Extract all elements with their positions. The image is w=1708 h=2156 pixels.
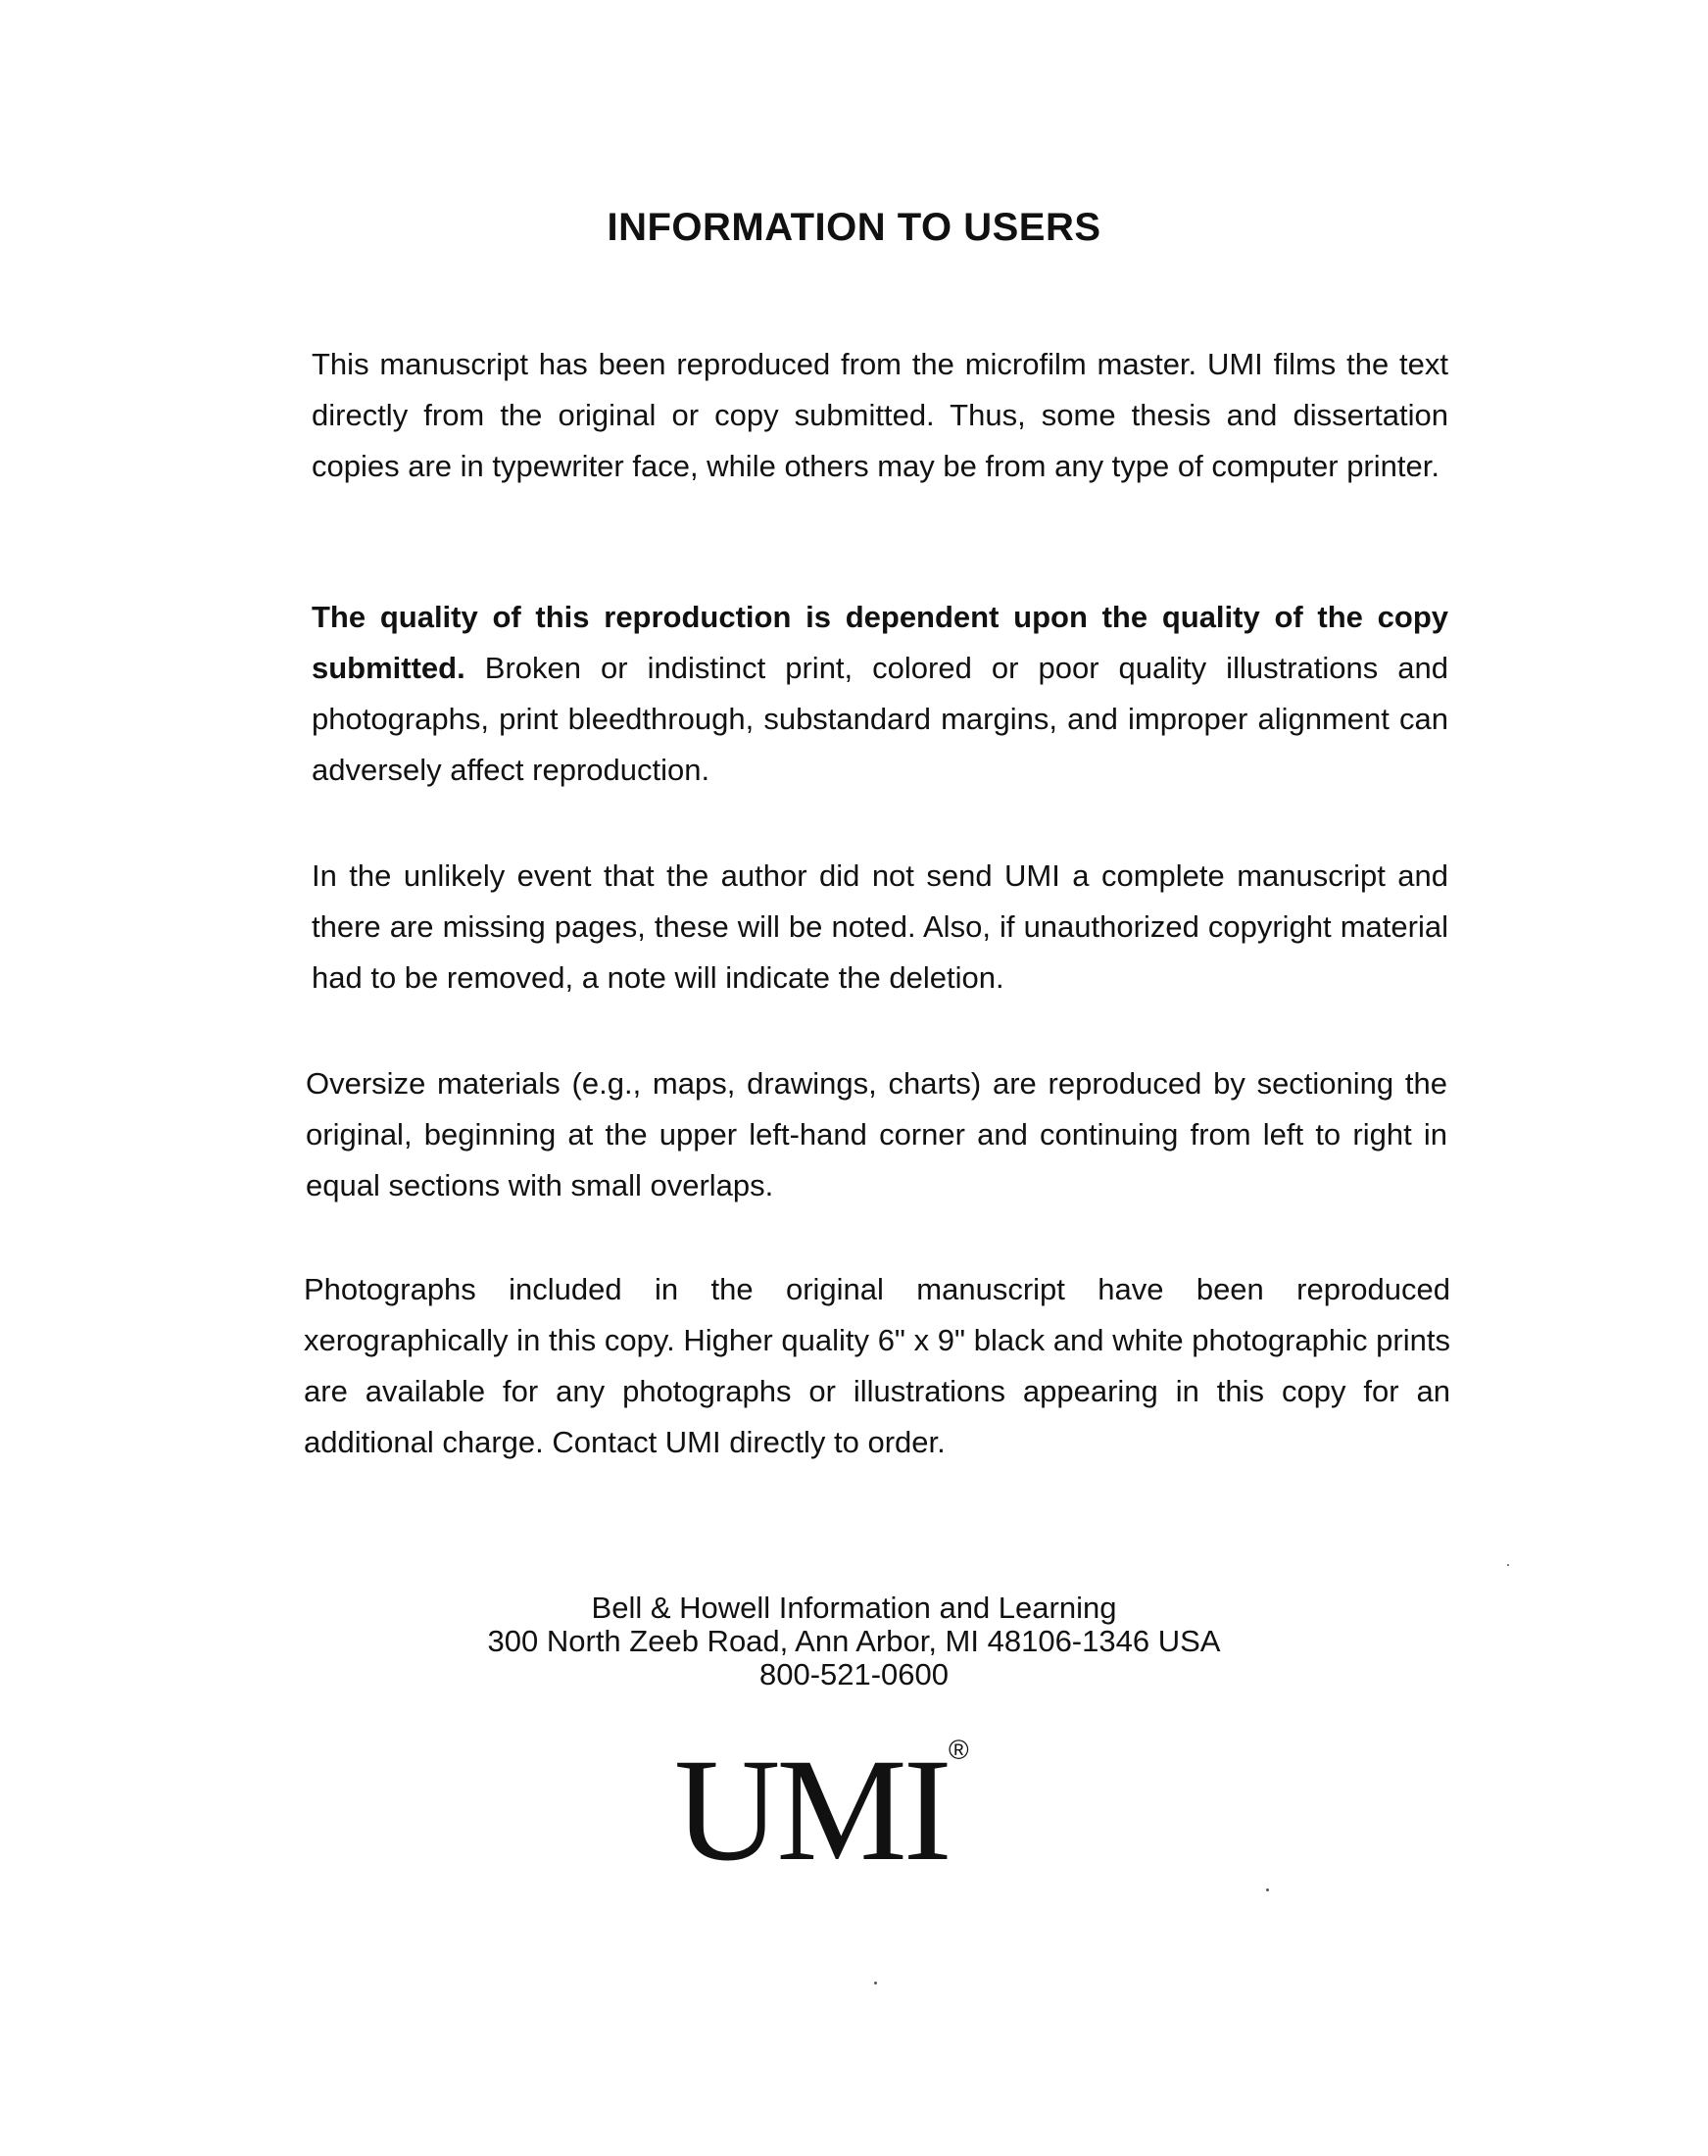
publisher-address — [0, 1592, 1708, 1691]
paragraph-quality-rest: Broken or indistinct print, colored or poor quality illustrations and photographs, print bleedthrough, substandard margins, and improper alignment can adversely affect reproduction. — [312, 651, 1448, 787]
umi-logo — [674, 1729, 1027, 1903]
scan-speck — [1266, 1888, 1269, 1891]
phone-number: 800-521-0600 — [758, 1657, 950, 1691]
paragraph-photographs: Photographs included in the original manuscript have been reproduced xerographically in this copy. Higher quality 6" x 9" black and white photographic prints are available for any photographs or illustrations appearing in this copy for an additional charge. Contact UMI directly to order. — [304, 1272, 1450, 1459]
scan-speck — [1507, 1564, 1509, 1566]
paragraph-reproduction-quality — [312, 592, 1448, 796]
paragraph-oversize-materials: Oversize materials (e.g., maps, drawings, charts) are reproduced by sectioning the original, beginning at the upper left-hand corner and continuing from left to right in equal sections with small overlaps. — [306, 1066, 1447, 1202]
paragraph-microfilm-reproduction: This manuscript has been reproduced from the microfilm master. UMI films the text directly from the original or copy submitted. Thus, some thesis and dissertation copies are in typewriter face, while others may be from any type of computer printer. — [312, 347, 1448, 483]
scan-speck — [874, 1982, 877, 1984]
page-title: INFORMATION TO USERS — [607, 206, 1101, 249]
street-address: 300 North Zeeb Road, Ann Arbor, MI 48106-1346 USA — [487, 1624, 1221, 1658]
paragraph-quality-lead: The quality of this reproduction is dependent upon the quality of the copy submitted. — [312, 600, 1448, 685]
registered-mark: ® — [949, 1735, 969, 1765]
umi-logo-text: UMI — [674, 1729, 949, 1891]
company-name: Bell & Howell Information and Learning — [591, 1591, 1117, 1625]
paragraph-missing-pages: In the unlikely event that the author did not send UMI a complete manuscript and there are missing pages, these will be noted. Also, if unauthorized copyright material had to be removed, a note will indicate the deletion. — [312, 858, 1448, 995]
